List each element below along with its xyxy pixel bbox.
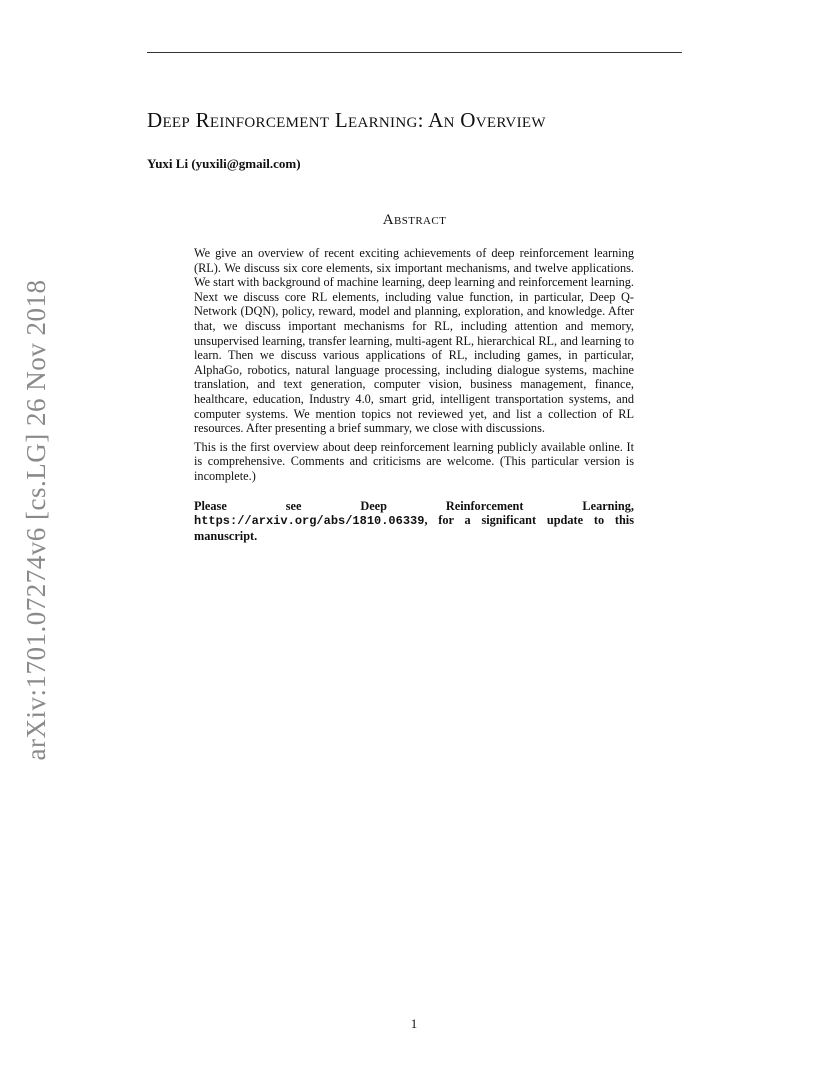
update-note-link[interactable]: https://arxiv.org/abs/1810.06339 — [194, 514, 425, 529]
page-number: 1 — [410, 1016, 418, 1031]
paper-title: Deep Reinforcement Learning: An Overview — [147, 108, 546, 132]
abstract-body — [194, 246, 634, 547]
update-note-prefix: Please see Deep Reinforcement Learning, — [194, 498, 634, 513]
abstract-paragraph: We give an overview of recent exciting achievements of deep reinforcement learning (RL). We discuss six core elements, six important mechanisms, and twelve applications. We start with background of machine learning, deep learning and reinforcement learning. Next we discuss core RL elements, including value function, in particular, Deep Q-Network (DQN), policy, reward, model and planning, exploration, and knowledge. After that, we discuss important mechanisms for RL, including attention and memory, unsupervised learning, transfer learning, multi-agent RL, hierarchical RL, and learning to learn. Then we discuss various applications of RL, including games, in particular, AlphaGo, robotics, natural language processing, including dialogue systems, machine translation, and text generation, computer vision, business management, finance, healthcare, education, Industry 4.0, smart grid, intelligent transportation systems, and computer systems. We mention topics not reviewed yet, and list a collection of RL resources. After presenting a brief summary, we close with discussions. — [194, 246, 634, 436]
update-note-suffix: , for a significant update to this manuscript. — [194, 513, 634, 543]
arxiv-identifier-stamp: arXiv:1701.07274v6 [cs.LG] 26 Nov 2018 — [21, 279, 51, 761]
abstract-heading: Abstract — [382, 212, 447, 228]
author-line: Yuxi Li (yuxili@gmail.com) — [147, 156, 301, 171]
update-note — [194, 499, 634, 544]
abstract-paragraph: This is the first overview about deep reinforcement learning publicly available online. It is comprehensive. Comments and criticisms are welcome. (This particular version is incomplete.) — [194, 439, 634, 483]
top-rule — [147, 52, 682, 53]
